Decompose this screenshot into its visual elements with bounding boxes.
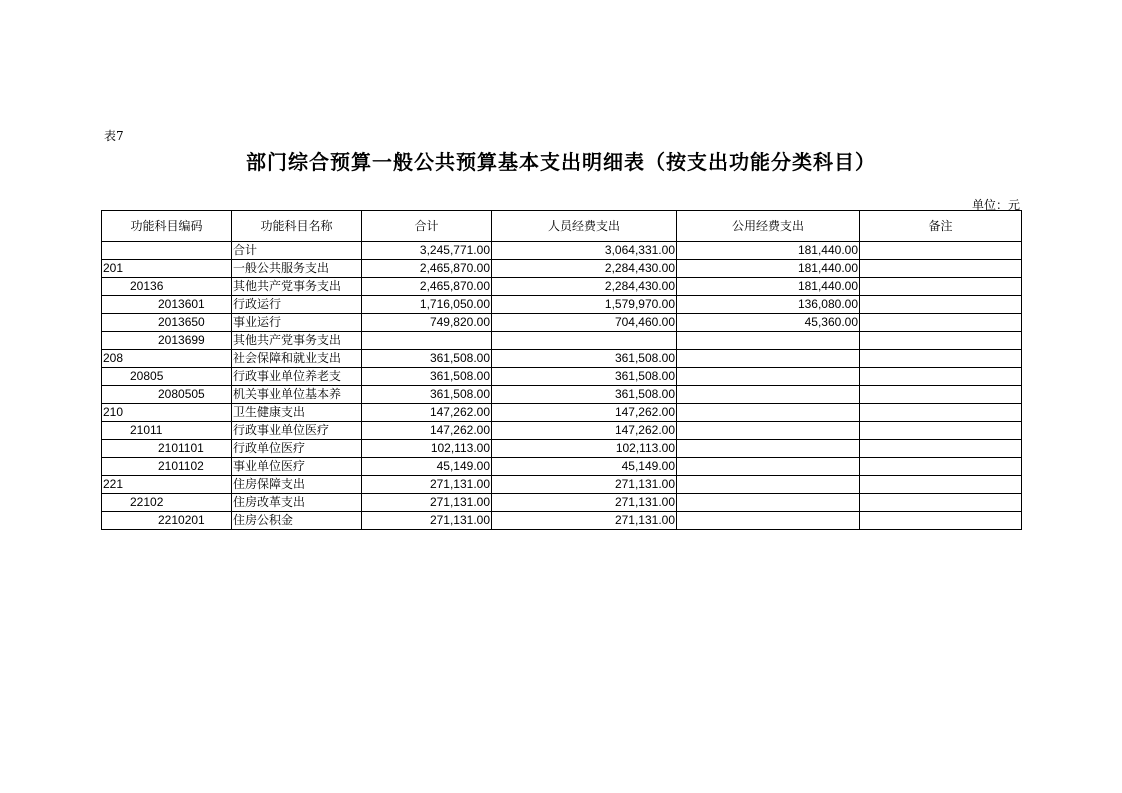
cell-name: 卫生健康支出	[232, 404, 362, 422]
cell-code: 2210201	[102, 512, 232, 530]
table-row	[102, 260, 1022, 278]
cell-public	[677, 476, 860, 494]
cell-code: 210	[102, 404, 232, 422]
header-code: 功能科目编码	[102, 211, 232, 242]
cell-code: 20136	[102, 278, 232, 296]
table-row	[102, 440, 1022, 458]
cell-note	[860, 242, 1022, 260]
header-name: 功能科目名称	[232, 211, 362, 242]
cell-total: 2,465,870.00	[362, 278, 492, 296]
cell-code: 2013650	[102, 314, 232, 332]
cell-total: 3,245,771.00	[362, 242, 492, 260]
cell-note	[860, 332, 1022, 350]
cell-public	[677, 458, 860, 476]
cell-total: 271,131.00	[362, 476, 492, 494]
table-row	[102, 296, 1022, 314]
cell-note	[860, 278, 1022, 296]
cell-name: 其他共产党事务支出	[232, 278, 362, 296]
cell-personnel: 271,131.00	[492, 476, 677, 494]
cell-code: 22102	[102, 494, 232, 512]
cell-code	[102, 242, 232, 260]
cell-personnel: 271,131.00	[492, 512, 677, 530]
cell-total: 1,716,050.00	[362, 296, 492, 314]
cell-public	[677, 512, 860, 530]
cell-public	[677, 404, 860, 422]
cell-name: 行政单位医疗	[232, 440, 362, 458]
cell-code: 221	[102, 476, 232, 494]
cell-name: 行政事业单位医疗	[232, 422, 362, 440]
cell-name: 其他共产党事务支出	[232, 332, 362, 350]
cell-code: 21011	[102, 422, 232, 440]
table-row	[102, 368, 1022, 386]
cell-total: 147,262.00	[362, 422, 492, 440]
table-row	[102, 332, 1022, 350]
cell-personnel	[492, 332, 677, 350]
cell-personnel: 3,064,331.00	[492, 242, 677, 260]
header-personnel: 人员经费支出	[492, 211, 677, 242]
cell-total: 749,820.00	[362, 314, 492, 332]
cell-public	[677, 368, 860, 386]
cell-note	[860, 314, 1022, 332]
cell-total: 271,131.00	[362, 512, 492, 530]
cell-code: 20805	[102, 368, 232, 386]
cell-public	[677, 386, 860, 404]
table-row	[102, 458, 1022, 476]
table-row	[102, 512, 1022, 530]
cell-note	[860, 512, 1022, 530]
cell-total: 361,508.00	[362, 368, 492, 386]
cell-personnel: 147,262.00	[492, 404, 677, 422]
cell-personnel: 102,113.00	[492, 440, 677, 458]
budget-table	[101, 210, 1022, 530]
cell-name: 住房保障支出	[232, 476, 362, 494]
cell-public	[677, 422, 860, 440]
table-row	[102, 404, 1022, 422]
cell-public	[677, 332, 860, 350]
cell-personnel: 271,131.00	[492, 494, 677, 512]
unit-label: 单位：元	[971, 198, 1020, 212]
table-row	[102, 422, 1022, 440]
cell-personnel: 147,262.00	[492, 422, 677, 440]
cell-personnel: 361,508.00	[492, 386, 677, 404]
cell-code: 2013601	[102, 296, 232, 314]
cell-total: 102,113.00	[362, 440, 492, 458]
cell-total: 45,149.00	[362, 458, 492, 476]
cell-code: 201	[102, 260, 232, 278]
cell-note	[860, 368, 1022, 386]
header-public: 公用经费支出	[677, 211, 860, 242]
cell-note	[860, 296, 1022, 314]
header-note: 备注	[860, 211, 1022, 242]
table-row	[102, 476, 1022, 494]
cell-code: 2101101	[102, 440, 232, 458]
cell-public: 181,440.00	[677, 242, 860, 260]
cell-note	[860, 440, 1022, 458]
table-row	[102, 314, 1022, 332]
cell-name: 住房改革支出	[232, 494, 362, 512]
cell-note	[860, 404, 1022, 422]
cell-total: 361,508.00	[362, 350, 492, 368]
cell-public: 181,440.00	[677, 278, 860, 296]
cell-note	[860, 386, 1022, 404]
cell-public: 136,080.00	[677, 296, 860, 314]
header-total: 合计	[362, 211, 492, 242]
cell-note	[860, 350, 1022, 368]
cell-name: 行政运行	[232, 296, 362, 314]
cell-public: 181,440.00	[677, 260, 860, 278]
cell-code: 2013699	[102, 332, 232, 350]
cell-public	[677, 440, 860, 458]
cell-personnel: 361,508.00	[492, 368, 677, 386]
cell-total: 271,131.00	[362, 494, 492, 512]
cell-name: 事业单位医疗	[232, 458, 362, 476]
cell-note	[860, 260, 1022, 278]
table-row	[102, 278, 1022, 296]
cell-personnel: 1,579,970.00	[492, 296, 677, 314]
cell-personnel: 704,460.00	[492, 314, 677, 332]
cell-personnel: 361,508.00	[492, 350, 677, 368]
cell-code: 2101102	[102, 458, 232, 476]
cell-code: 2080505	[102, 386, 232, 404]
cell-name: 合计	[232, 242, 362, 260]
cell-personnel: 2,284,430.00	[492, 260, 677, 278]
cell-name: 社会保障和就业支出	[232, 350, 362, 368]
cell-name: 事业运行	[232, 314, 362, 332]
cell-public	[677, 350, 860, 368]
cell-name: 行政事业单位养老支	[232, 368, 362, 386]
table-row	[102, 386, 1022, 404]
cell-note	[860, 494, 1022, 512]
cell-name: 住房公积金	[232, 512, 362, 530]
table-number-label: 表7	[104, 129, 124, 143]
cell-personnel: 45,149.00	[492, 458, 677, 476]
cell-public	[677, 494, 860, 512]
table-row	[102, 242, 1022, 260]
table-body	[102, 242, 1022, 530]
cell-personnel: 2,284,430.00	[492, 278, 677, 296]
table-row	[102, 494, 1022, 512]
cell-note	[860, 458, 1022, 476]
cell-code: 208	[102, 350, 232, 368]
cell-note	[860, 476, 1022, 494]
cell-total: 2,465,870.00	[362, 260, 492, 278]
cell-note	[860, 422, 1022, 440]
cell-name: 一般公共服务支出	[232, 260, 362, 278]
cell-total: 147,262.00	[362, 404, 492, 422]
page-title: 部门综合预算一般公共预算基本支出明细表（按支出功能分类科目）	[246, 150, 876, 174]
cell-name: 机关事业单位基本养	[232, 386, 362, 404]
cell-total: 361,508.00	[362, 386, 492, 404]
cell-public: 45,360.00	[677, 314, 860, 332]
table-row	[102, 350, 1022, 368]
cell-total	[362, 332, 492, 350]
table-header-row	[102, 211, 1022, 242]
